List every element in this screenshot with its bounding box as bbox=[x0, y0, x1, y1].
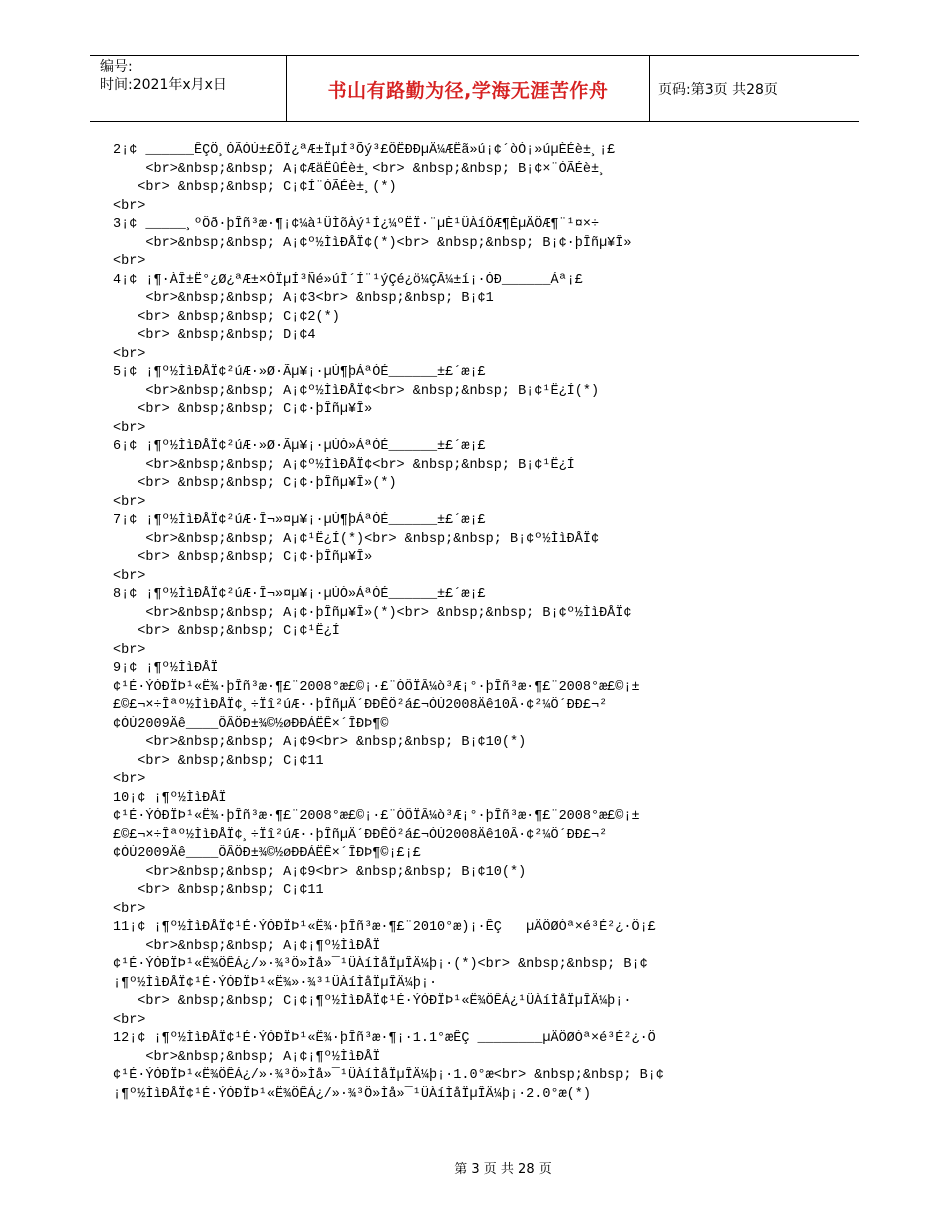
text-line: 6¡¢ ¡¶º½ÌìÐÅÏ¢²úÆ·»Ø·Ãµ¥¡·µÚÒ»ÁªÓÉ______±£´æ¡£ bbox=[113, 439, 486, 454]
time-label: 时间:2021年x月x日 bbox=[100, 77, 227, 93]
text-line: ¢ÓÚ2009Äê____ÔÂÖÐ±¾©½øÐÐÁËÊ×´ÎÐÞ¶©¡£¡£ bbox=[113, 846, 421, 861]
text-line: 2¡¢ ______ÊÇÖ¸ÓÃÓÚ±£ÕÏ¿ªÆ±ÏµÍ³Õý³£ÔËÐÐµÄ¼ÆËã»ú¡¢´òÓ¡»úµÈÉè±¸¡£ bbox=[113, 143, 616, 158]
text-line: <br> &nbsp;&nbsp; C¡¢·þÎñµ¥Î»(*) bbox=[113, 476, 397, 491]
text-line: <br>&nbsp;&nbsp; A¡¢·þÎñµ¥Î»(*)<br> &nbsp;&nbsp; B¡¢º½ÌìÐÅÏ¢ bbox=[113, 605, 632, 621]
text-line: ¢¹É·ÝÓÐÏÞ¹«Ë¾·þÎñ³æ·¶£¨2008°æ£©¡·£¨ÒÔÏÂ¼ò³Æ¡°·þÎñ³æ·¶£¨2008°æ£©¡± bbox=[113, 809, 640, 824]
text-line: ¢ÓÚ2009Äê____ÔÂÖÐ±¾©½øÐÐÁËÊ×´ÎÐÞ¶© bbox=[113, 716, 389, 732]
text-line: ¡¶º½ÌìÐÅÏ¢¹É·ÝÓÐÏÞ¹«Ë¾ÖÊÁ¿/»·¾³Ö»Ìå»¯¹ÜÀíÌåÏµÎÄ¼þ¡·2.0°æ(*) bbox=[113, 1086, 591, 1102]
text-line: £©£¬×÷Îªº½ÌìÐÅÏ¢¸÷Ïî²úÆ··þÎñµÄ´ÐÐÊÖ²á£¬ÓÚ2008Äê10Â·¢²¼Ö´ÐÐ£¬² bbox=[113, 698, 608, 713]
text-line: <br>&nbsp;&nbsp; A¡¢º½ÌìÐÅÏ¢(*)<br> &nbsp;&nbsp; B¡¢·þÎñµ¥Î» bbox=[113, 235, 632, 251]
text-line: 8¡¢ ¡¶º½ÌìÐÅÏ¢²úÆ·Î¬»¤µ¥¡·µÚÒ»ÁªÓÉ______±£´æ¡£ bbox=[113, 587, 486, 602]
text-line: <br>&nbsp;&nbsp; A¡¢3<br> &nbsp;&nbsp; B¡¢1 bbox=[113, 291, 494, 306]
footer-page-number: 第 3 页 共 28 页 bbox=[454, 1162, 552, 1177]
text-line: <br> bbox=[113, 772, 146, 787]
text-line: <br> &nbsp;&nbsp; C¡¢11 bbox=[113, 753, 324, 769]
text-line: <br> &nbsp;&nbsp; C¡¢Í¨ÓÃÉè±¸(*) bbox=[113, 180, 397, 195]
text-line: <br> bbox=[113, 642, 146, 658]
text-line: ¢¹É·ÝÓÐÏÞ¹«Ë¾·þÎñ³æ·¶£¨2008°æ£©¡·£¨ÒÔÏÂ¼ò³Æ¡°·þÎñ³æ·¶£¨2008°æ£©¡± bbox=[113, 679, 640, 695]
text-line: ¢¹É·ÝÓÐÏÞ¹«Ë¾ÖÊÁ¿/»·¾³Ö»Ìå»¯¹ÜÀíÌåÏµÎÄ¼þ¡·1.0°æ<br> &nbsp;&nbsp; B¡¢ bbox=[113, 1068, 664, 1083]
text-line: <br>&nbsp;&nbsp; A¡¢¡¶º½ÌìÐÅÏ bbox=[113, 938, 381, 954]
text-line: <br> &nbsp;&nbsp; C¡¢¡¶º½ÌìÐÅÏ¢¹É·ÝÓÐÏÞ¹«Ë¾ÖÊÁ¿¹ÜÀíÌåÏµÎÄ¼þ¡· bbox=[113, 994, 632, 1009]
text-line: <br>&nbsp;&nbsp; A¡¢¡¶º½ÌìÐÅÏ bbox=[113, 1049, 381, 1065]
number-label: 编号: bbox=[100, 59, 133, 75]
text-line: <br>&nbsp;&nbsp; A¡¢9<br> &nbsp;&nbsp; B¡¢10(*) bbox=[113, 735, 527, 750]
header-motto: 书山有路勤为径,学海无涯苦作舟 bbox=[327, 79, 609, 102]
text-line: <br> &nbsp;&nbsp; C¡¢11 bbox=[113, 883, 324, 898]
text-line: 12¡¢ ¡¶º½ÌìÐÅÏ¢¹É·ÝÓÐÏÞ¹«Ë¾·þÎñ³æ·¶¡·1.1°æÊÇ ________µÄÖØÒª×é³É²¿·Ö bbox=[113, 1031, 656, 1046]
text-line: <br> &nbsp;&nbsp; D¡¢4 bbox=[113, 328, 316, 343]
page-footer bbox=[0, 1158, 950, 1177]
text-line: <br> &nbsp;&nbsp; C¡¢¹Ë¿Í bbox=[113, 624, 340, 639]
document-body bbox=[113, 142, 893, 1104]
text-line: <br> &nbsp;&nbsp; C¡¢2(*) bbox=[113, 309, 340, 325]
text-line: 11¡¢ ¡¶º½ÌìÐÅÏ¢¹É·ÝÓÐÏÞ¹«Ë¾·þÎñ³æ·¶£¨2010°æ)¡·ÊÇ µÄÖØÒª×é³É²¿·Ö¡£ bbox=[113, 920, 656, 935]
text-line: <br> bbox=[113, 346, 146, 362]
text-line: £©£¬×÷Îªº½ÌìÐÅÏ¢¸÷Ïî²úÆ··þÎñµÄ´ÐÐÊÖ²á£¬ÓÚ2008Äê10Â·¢²¼Ö´ÐÐ£¬² bbox=[113, 827, 608, 843]
text-line: <br> bbox=[113, 901, 146, 917]
text-line: 5¡¢ ¡¶º½ÌìÐÅÏ¢²úÆ·»Ø·Ãµ¥¡·µÚ¶þÁªÓÉ______±£´æ¡£ bbox=[113, 365, 486, 380]
text-line: <br> &nbsp;&nbsp; C¡¢·þÎñµ¥Î» bbox=[113, 550, 373, 565]
text-line: <br>&nbsp;&nbsp; A¡¢º½ÌìÐÅÏ¢<br> &nbsp;&nbsp; B¡¢¹Ë¿Í(*) bbox=[113, 383, 600, 399]
text-line: <br> bbox=[113, 420, 146, 436]
header-divider-right bbox=[649, 56, 650, 122]
text-line: <br> bbox=[113, 494, 146, 510]
text-line: 4¡¢ ¡¶·ÀÎ±Ë°¿Ø¿ªÆ±×ÓÏµÍ³Ñé»úÎ´Í¨¹ýÇé¿ö¼ÇÂ¼±í¡·ÓÐ______Áª¡£ bbox=[113, 272, 583, 288]
text-line: 9¡¢ ¡¶º½ÌìÐÅÏ bbox=[113, 661, 219, 676]
text-line: <br> bbox=[113, 198, 146, 214]
text-line: <br> &nbsp;&nbsp; C¡¢·þÎñµ¥Î» bbox=[113, 402, 373, 417]
text-line: <br>&nbsp;&nbsp; A¡¢ÆäËûÉè±¸<br> &nbsp;&nbsp; B¡¢×¨ÓÃÉè±¸ bbox=[113, 161, 608, 177]
text-line: ¡¶º½ÌìÐÅÏ¢¹É·ÝÓÐÏÞ¹«Ë¾»·¾³¹ÜÀíÌåÏµÎÄ¼þ¡· bbox=[113, 975, 438, 991]
text-line: <br> bbox=[113, 1012, 146, 1028]
text-line: <br> bbox=[113, 254, 146, 269]
text-line: 7¡¢ ¡¶º½ÌìÐÅÏ¢²úÆ·Î¬»¤µ¥¡·µÚ¶þÁªÓÉ______±£´æ¡£ bbox=[113, 513, 486, 528]
text-line: <br>&nbsp;&nbsp; A¡¢9<br> &nbsp;&nbsp; B¡¢10(*) bbox=[113, 864, 527, 880]
header-meta bbox=[100, 58, 285, 94]
text-line: 10¡¢ ¡¶º½ÌìÐÅÏ bbox=[113, 790, 227, 806]
text-line: 3¡¢ _____¸ºÔð·þÎñ³æ·¶¡¢¼à¹ÜÌõÀý¹Í¿¼ºËÏ·¨µÈ¹ÜÀíÖÆ¶ÈµÄÖÆ¶¨¹¤×÷ bbox=[113, 217, 600, 232]
text-line: <br> bbox=[113, 568, 146, 584]
text-line: ¢¹É·ÝÓÐÏÞ¹«Ë¾ÖÊÁ¿/»·¾³Ö»Ìå»¯¹ÜÀíÌåÏµÎÄ¼þ¡·(*)<br> &nbsp;&nbsp; B¡¢ bbox=[113, 957, 648, 972]
text-line: <br>&nbsp;&nbsp; A¡¢¹Ë¿Í(*)<br> &nbsp;&nbsp; B¡¢º½ÌìÐÅÏ¢ bbox=[113, 531, 600, 547]
header-page-info: 页码:第3页 共28页 bbox=[658, 82, 778, 98]
text-line: <br>&nbsp;&nbsp; A¡¢º½ÌìÐÅÏ¢<br> &nbsp;&nbsp; B¡¢¹Ë¿Í bbox=[113, 457, 575, 473]
